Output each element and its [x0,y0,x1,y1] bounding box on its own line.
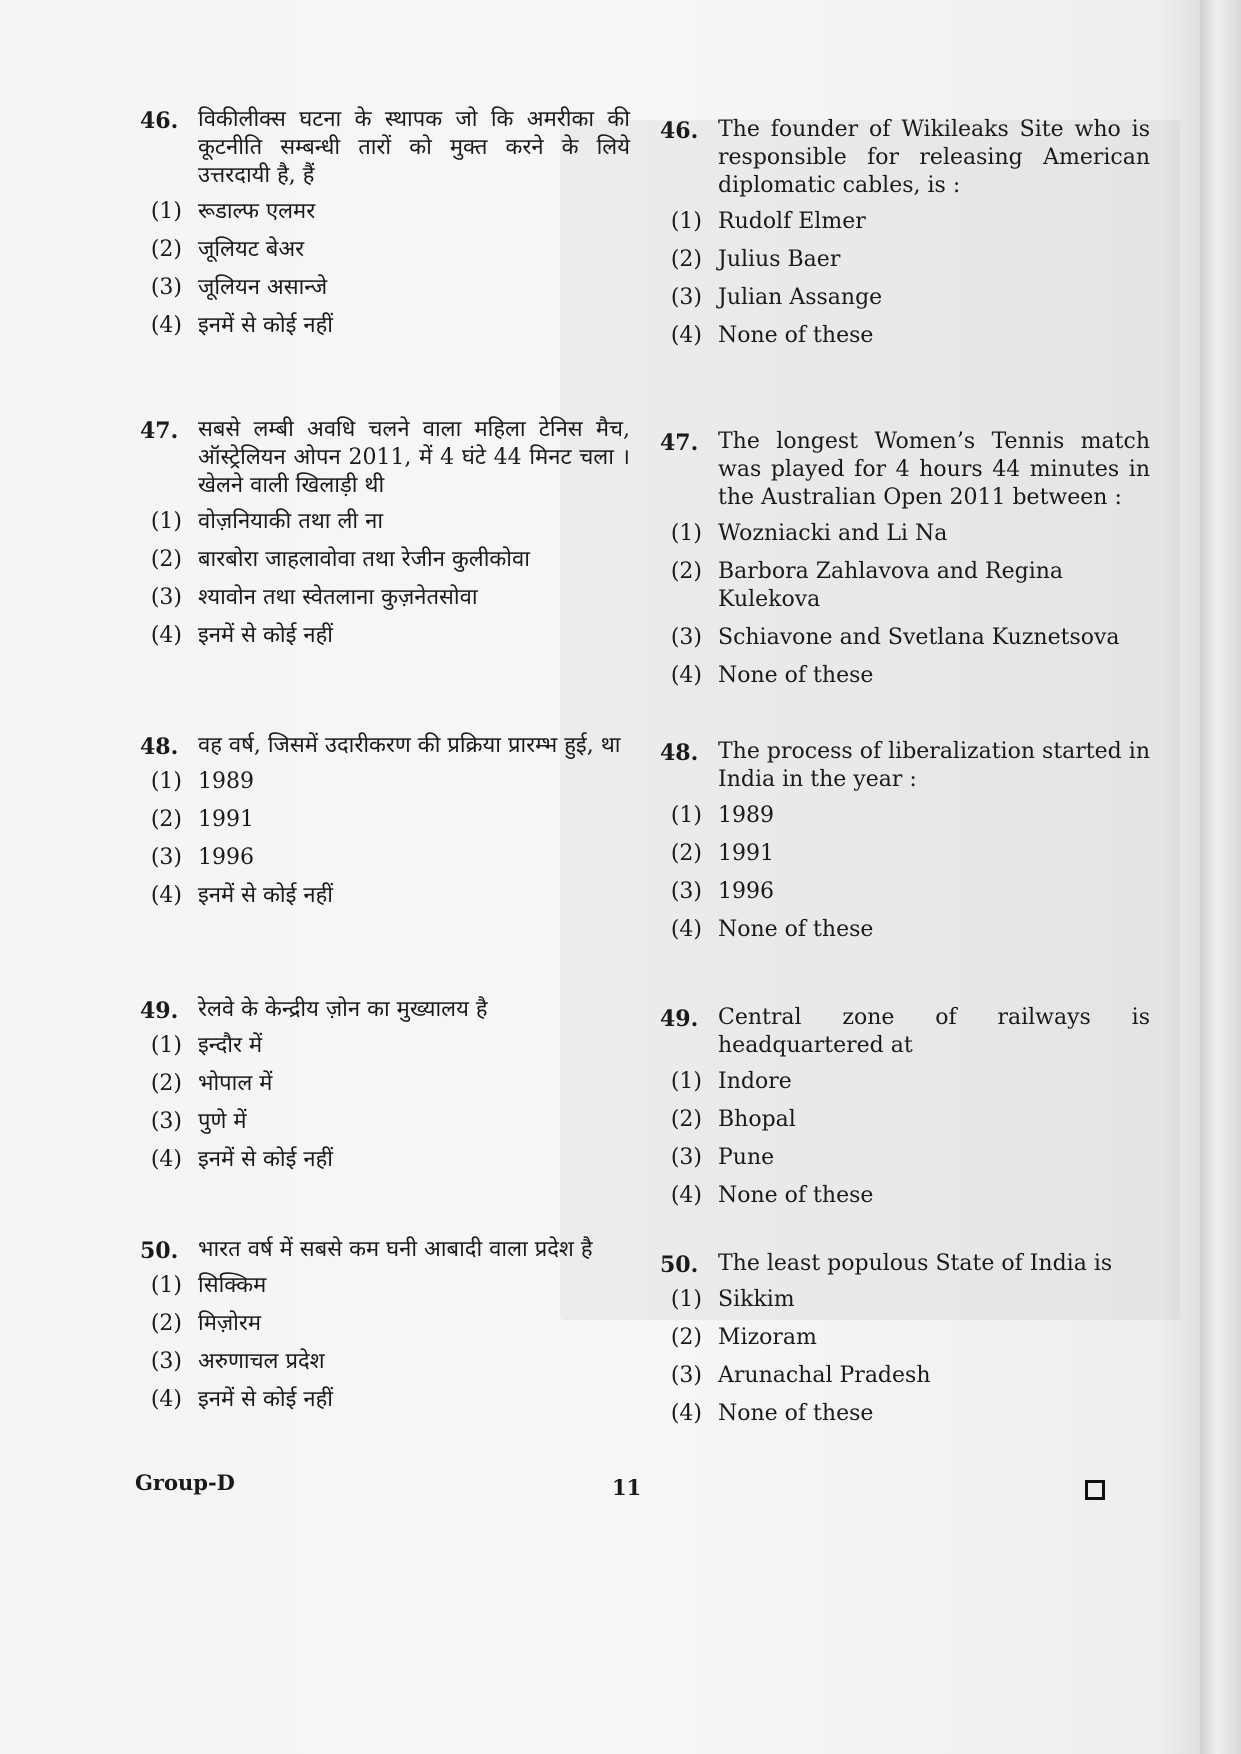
option-number: (1) [150,769,182,794]
option-text: None of these [718,663,874,688]
option-text: जूलियन असान्जे [198,275,328,300]
question-number: 50. [660,1252,699,1278]
option [140,546,630,574]
option [140,622,630,650]
option [660,1068,1150,1096]
option-text: 1991 [718,841,774,866]
option-text: 1996 [198,845,254,870]
option [140,312,630,340]
option-text: भोपाल में [198,1071,273,1096]
option-text: 1996 [718,879,774,904]
question-number: 49. [140,998,179,1024]
option-text: इनमें से कोई नहीं [198,623,334,648]
option [660,1324,1150,1352]
option-text: इनमें से कोई नहीं [198,1387,334,1412]
option [660,916,1150,944]
question-text: भारत वर्ष में सबसे कम घनी आबादी वाला प्रदेश है [198,1237,593,1262]
option-text: रूडाल्फ एलमर [198,199,316,224]
option-number: (1) [670,521,702,546]
option [140,1272,630,1300]
option-number: (2) [670,841,702,866]
option-text: 1989 [718,803,774,828]
option-number: (4) [670,1401,702,1426]
english-column [660,0,1150,1754]
option-number: (3) [150,585,182,610]
option [660,1182,1150,1210]
option-number: (1) [670,1069,702,1094]
option-text: Barbora Zahlavova and Regina Kulekova [718,559,1064,612]
option-number: (3) [670,879,702,904]
question-48-english [660,738,1150,954]
corner-square-icon [1085,1480,1105,1500]
question-number: 48. [140,734,179,760]
option [660,1362,1150,1390]
question-number: 47. [660,430,699,456]
option [140,584,630,612]
question-50-english [660,1250,1150,1438]
question-text: विकीलीक्स घटना के स्थापक जो कि अमरीका की कूटनीति सम्बन्धी तारों को मुक्त करने के लिये उत्तरदायी है, हैं [198,107,630,188]
option-number: (1) [670,1287,702,1312]
option-text: Sikkim [718,1287,795,1312]
option-number: (1) [670,209,702,234]
option-text: Bhopal [718,1107,796,1132]
option-number: (3) [150,275,182,300]
option-text: वोज़नियाकी तथा ली ना [198,509,384,534]
option-number: (4) [670,1183,702,1208]
question-text: The longest Women’s Tennis match was played for 4 hours 44 minutes in the Australian Open 2011 between : [718,429,1150,510]
option [660,840,1150,868]
option-text: Julian Assange [718,285,883,310]
option-number: (1) [150,1273,182,1298]
question-text: रेलवे के केन्द्रीय ज़ोन का मुख्यालय है [198,997,488,1022]
option-text: बारबोरा जाहलावोवा तथा रेजीन कुलीकोवा [198,547,530,572]
option [140,508,630,536]
option-number: (4) [150,1387,182,1412]
option [660,246,1150,274]
option [660,802,1150,830]
option-number: (3) [670,625,702,650]
option-text: Mizoram [718,1325,817,1350]
option-text: Schiavone and Svetlana Kuznetsova [718,625,1120,650]
option-number: (2) [670,1107,702,1132]
question-number: 49. [660,1006,699,1032]
option-number: (3) [670,285,702,310]
option [660,1144,1150,1172]
option-number: (1) [150,1033,182,1058]
question-49-english [660,1004,1150,1220]
option-text: जूलियट बेअर [198,237,305,262]
option-text: इनमें से कोई नहीं [198,1147,334,1172]
option-text: इनमें से कोई नहीं [198,313,334,338]
question-49-hindi [140,996,630,1184]
option-number: (2) [150,807,182,832]
option-text: पुणे में [198,1109,247,1134]
option [140,198,630,226]
question-46-english [660,116,1150,360]
option-text: Indore [718,1069,792,1094]
option [660,208,1150,236]
option-text: Arunachal Pradesh [718,1363,931,1388]
question-text: वह वर्ष, जिसमें उदारीकरण की प्रक्रिया प्रारम्भ हुई, था [198,733,621,758]
option-number: (3) [150,1109,182,1134]
option-number: (2) [150,1311,182,1336]
option [140,1310,630,1338]
option-number: (4) [670,917,702,942]
option [660,1106,1150,1134]
option-number: (4) [670,323,702,348]
option-text: Wozniacki and Li Na [718,521,948,546]
option-number: (4) [150,623,182,648]
option-text: None of these [718,323,874,348]
question-46-hindi [140,106,630,350]
page-number: 11 [612,1475,642,1500]
option [140,806,630,834]
option-text: इन्दौर में [198,1033,263,1058]
option [660,878,1150,906]
option [140,1386,630,1414]
question-48-hindi [140,732,630,920]
option-number: (3) [150,845,182,870]
option-number: (2) [670,247,702,272]
option-text: मिज़ोरम [198,1311,262,1336]
option-number: (1) [150,509,182,534]
option-text: None of these [718,1401,874,1426]
option-number: (2) [670,559,702,584]
option-text: 1989 [198,769,254,794]
option [140,1070,630,1098]
option-text: None of these [718,917,874,942]
option [660,624,1150,652]
question-text: The least populous State of India is [718,1251,1113,1276]
option [140,1108,630,1136]
question-number: 48. [660,740,699,766]
question-number: 46. [660,118,699,144]
option-text: Pune [718,1145,775,1170]
option-number: (1) [670,803,702,828]
question-text: सबसे लम्बी अवधि चलने वाला महिला टेनिस मैच, ऑस्ट्रेलियन ओपन 2011, में 4 घंटे 44 मिनट चला । खेलने वाली खिलाड़ी थी [198,417,630,498]
question-number: 47. [140,418,179,444]
option-number: (2) [670,1325,702,1350]
question-number: 46. [140,108,179,134]
question-text: The process of liberalization started in India in the year : [718,739,1150,792]
option-number: (2) [150,1071,182,1096]
option-text: सिक्किम [198,1273,267,1298]
option-number: (4) [150,883,182,908]
option-number: (3) [670,1363,702,1388]
question-number: 50. [140,1238,179,1264]
option [140,1146,630,1174]
option-text: Rudolf Elmer [718,209,866,234]
question-47-english [660,428,1150,700]
option [140,1032,630,1060]
option-number: (4) [670,663,702,688]
page-edge [1200,0,1241,1754]
option-text: अरुणाचल प्रदेश [198,1349,325,1374]
option [140,1348,630,1376]
option-text: Julius Baer [718,247,841,272]
option [140,844,630,872]
option-number: (1) [150,199,182,224]
option [140,274,630,302]
question-50-hindi [140,1236,630,1424]
question-47-hindi [140,416,630,660]
option-number: (3) [670,1145,702,1170]
option [660,662,1150,690]
option-text: None of these [718,1183,874,1208]
option-number: (4) [150,1147,182,1172]
option [660,558,1150,614]
question-text: Central zone of railways is headquartered at [718,1005,1150,1058]
group-label: Group-D [135,1470,235,1495]
option [660,322,1150,350]
question-text: The founder of Wikileaks Site who is responsible for releasing American diplomatic cables, is : [718,117,1150,198]
option-text: इनमें से कोई नहीं [198,883,334,908]
option-text: श्यावोन तथा स्वेतलाना कुज़नेतसोवा [198,585,478,610]
option-number: (3) [150,1349,182,1374]
option [660,284,1150,312]
option-number: (2) [150,547,182,572]
option [140,882,630,910]
option [660,520,1150,548]
option-number: (4) [150,313,182,338]
option [660,1400,1150,1428]
option-number: (2) [150,237,182,262]
option [140,768,630,796]
option-text: 1991 [198,807,254,832]
option [660,1286,1150,1314]
option [140,236,630,264]
